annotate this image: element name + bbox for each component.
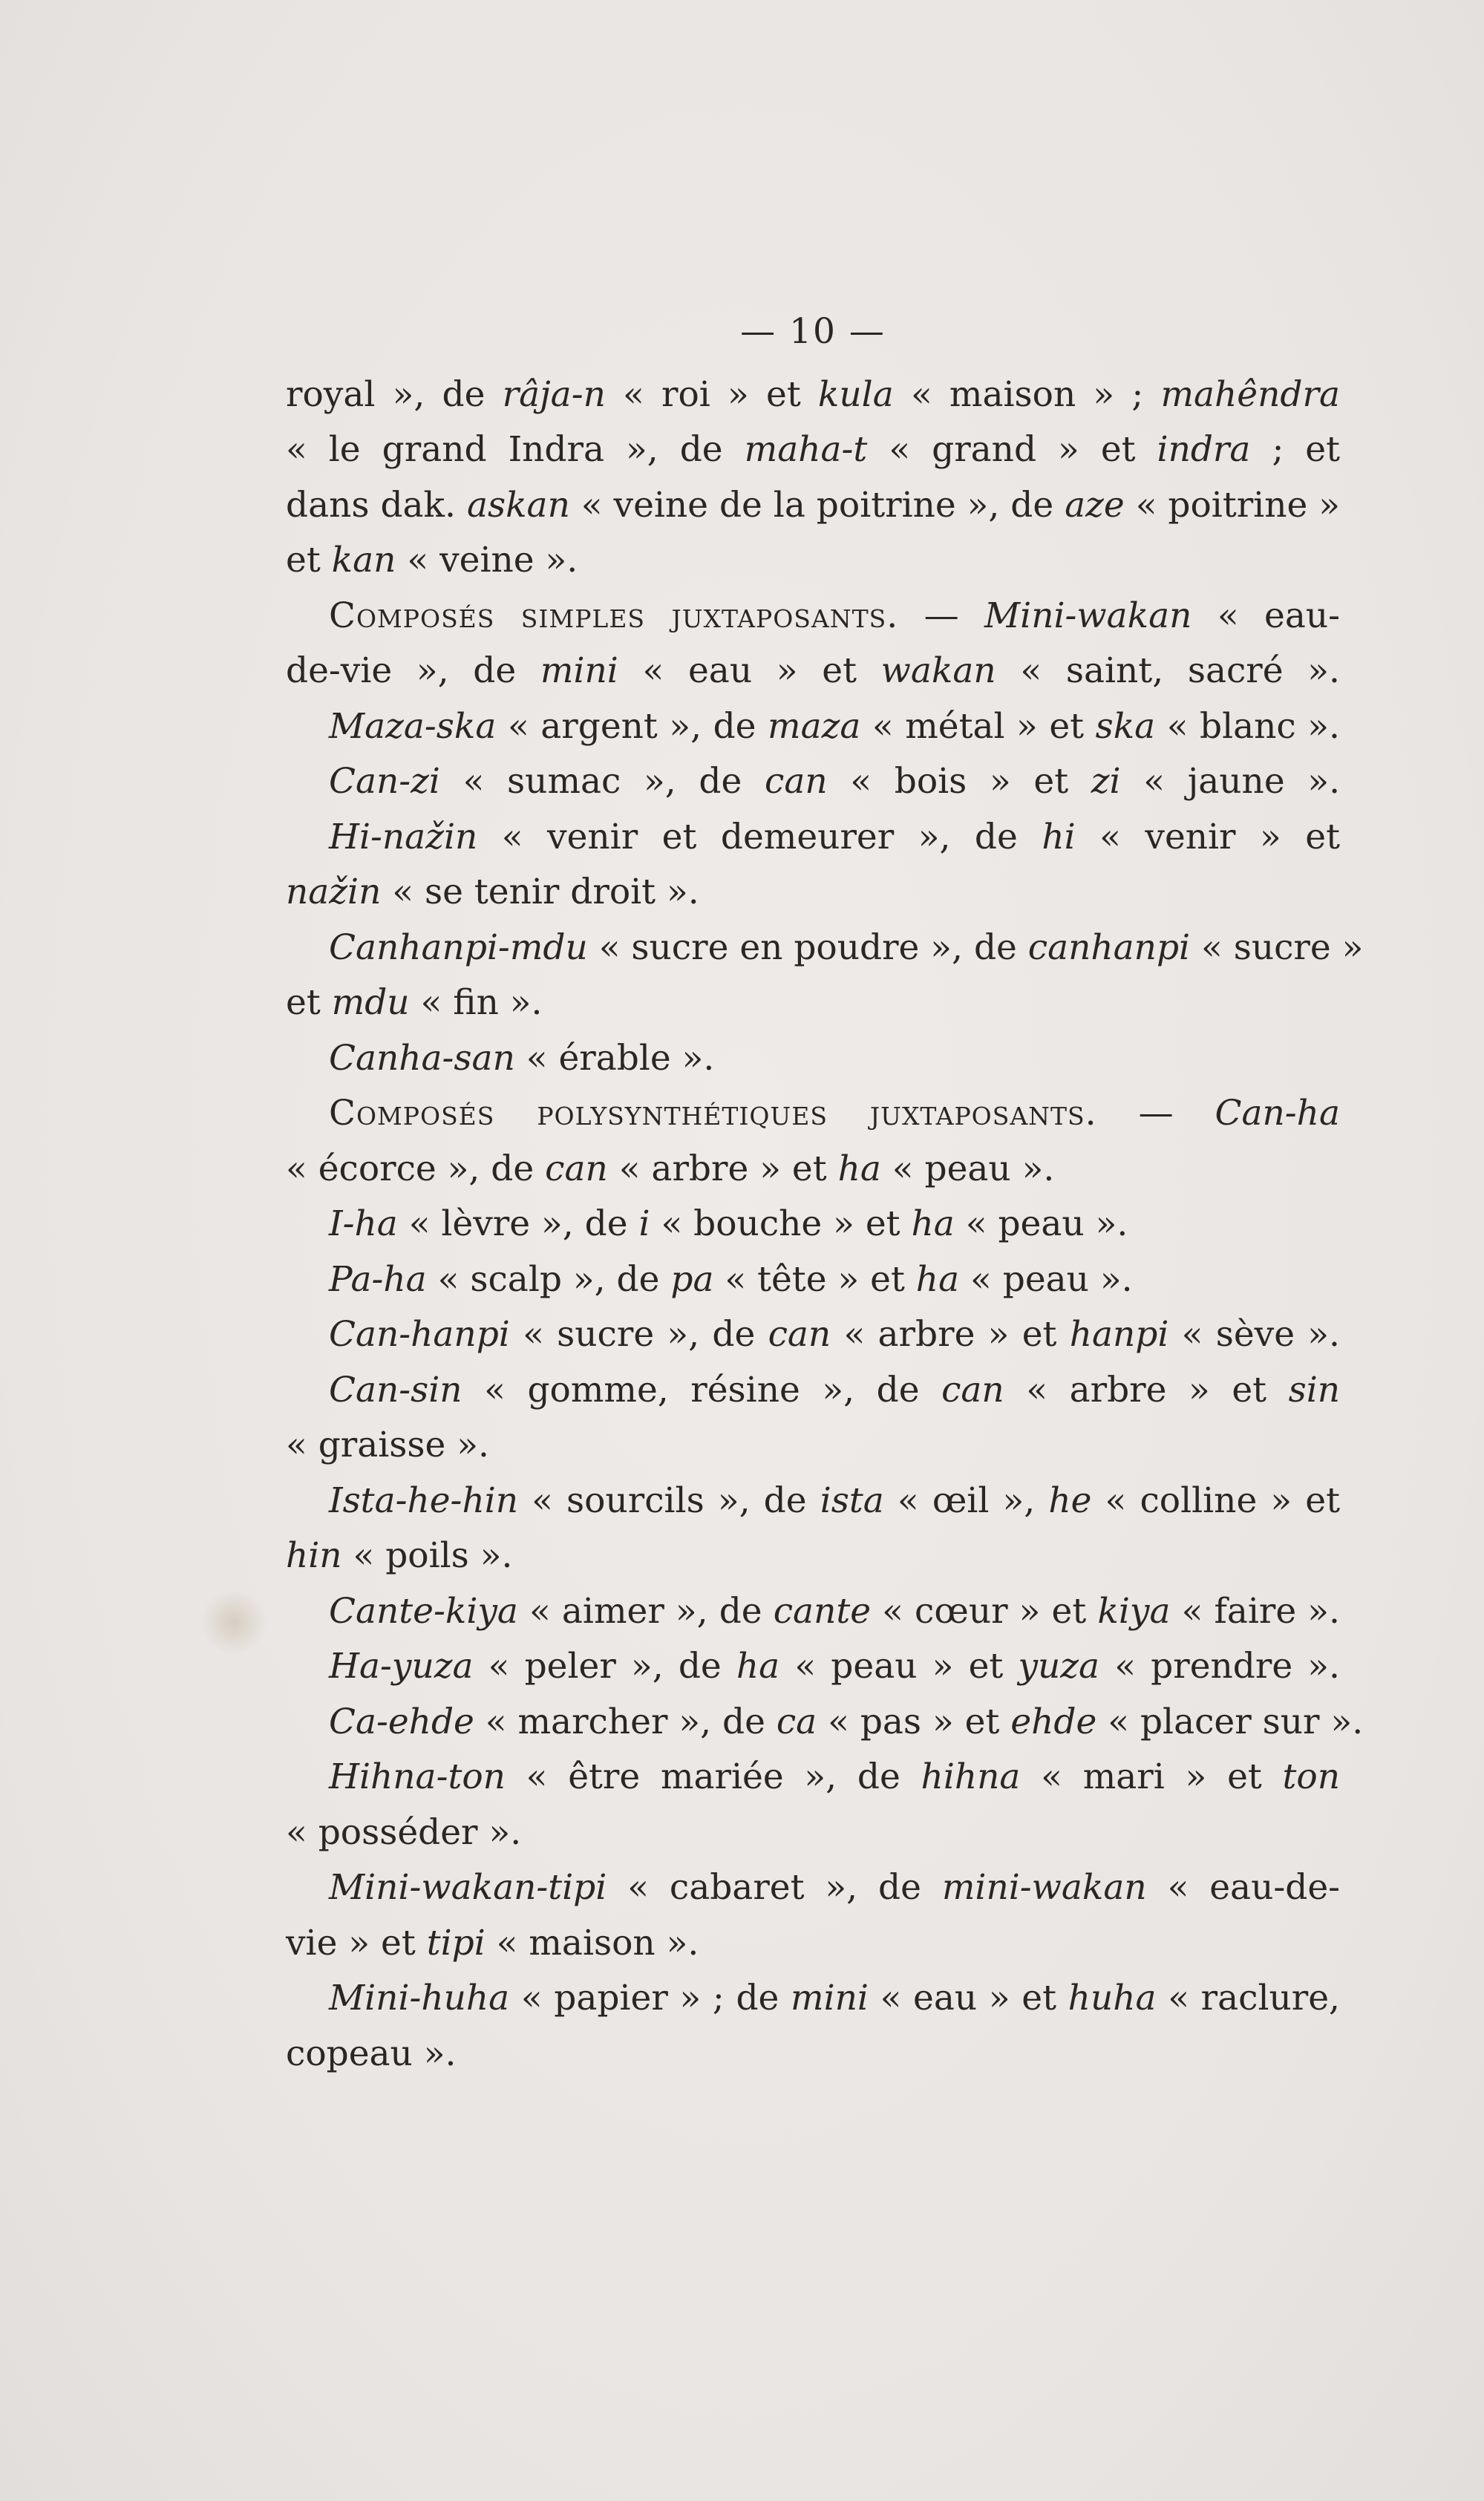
entry-line: Ca-ehde « marcher », de ca « pas » et ehde « placer sur ». — [329, 1701, 1364, 1742]
text-line: « le grand Indra », de maha-t « grand » et indra ; et — [286, 429, 1341, 470]
text-line: et mdu « fin ». — [286, 982, 543, 1023]
entry-line: Pa-ha « scalp », de pa « tête » et ha « peau ». — [329, 1258, 1133, 1300]
text-line: de-vie », de mini « eau » et wakan « saint, sacré ». — [286, 650, 1340, 691]
entry-line: Maza-ska « argent », de maza « métal » et ska « blanc ». — [329, 705, 1340, 747]
text-line: « graisse ». — [286, 1425, 489, 1465]
entry-line: Can-zi « sumac », de can « bois » et zi « jaune ». — [329, 761, 1341, 802]
text-line: vie » et tipi « maison ». — [286, 1922, 699, 1964]
entry-line: Mini-wakan-tipi « cabaret », de mini-wakan « eau-de- — [329, 1867, 1341, 1908]
entry-line: Ista-he-hin « sourcils », de ista « œil », he « colline » et — [329, 1480, 1340, 1521]
section-heading: Composés polysynthétiques juxtaposants. — [329, 1093, 1097, 1134]
text-line: nažin « se tenir droit ». — [286, 872, 699, 912]
entry-line: Ha-yuza « peler », de ha « peau » et yuza « prendre ». — [329, 1646, 1341, 1687]
entry-line: Canhanpi-mdu « sucre en poudre », de canhanpi « sucre » — [329, 926, 1364, 968]
entry-line: Cante-kiya « aimer », de cante « cœur » et kiya « faire ». — [329, 1590, 1340, 1632]
page-number: — 10 — — [740, 311, 886, 352]
entry-line: Can-sin « gomme, résine », de can « arbre » et sin — [329, 1369, 1340, 1410]
text-line: « posséder ». — [286, 1811, 522, 1853]
text-line: dans dak. askan « veine de la poitrine », de aze « poitrine » — [286, 484, 1340, 526]
paper-stain — [200, 1589, 267, 1655]
text-line: royal », de râja-n « roi » et kula « maison » ; mahêndra — [286, 373, 1340, 415]
entry-line: Mini-huha « papier » ; de mini « eau » et huha « raclure, — [329, 1978, 1340, 2018]
entry-line: I-ha « lèvre », de i « bouche » et ha « peau ». — [329, 1203, 1128, 1244]
text-line: et kan « veine ». — [286, 540, 578, 581]
entry-line: Hihna-ton « être mariée », de hihna « mari » et ton — [329, 1756, 1340, 1797]
text-line: copeau ». — [286, 2033, 457, 2074]
text-line: « écorce », de can « arbre » et ha « peau ». — [286, 1148, 1055, 1189]
entry-line: Can-hanpi « sucre », de can « arbre » et hanpi « sève ». — [329, 1314, 1340, 1355]
section-heading-line: Composés simples juxtaposants. — Mini-wakan « eau- — [329, 595, 1340, 636]
section-heading: Composés simples juxtaposants. — [329, 595, 899, 636]
entry-line: Hi-nažin « venir et demeurer », de hi « venir » et — [329, 816, 1340, 857]
section-heading-line: Composés polysynthétiques juxtaposants. — Can-ha — [329, 1093, 1340, 1134]
entry-line: Canha-san « érable ». — [329, 1037, 715, 1079]
text-line: hin « poils ». — [286, 1535, 513, 1576]
text-block — [286, 304, 1364, 2082]
